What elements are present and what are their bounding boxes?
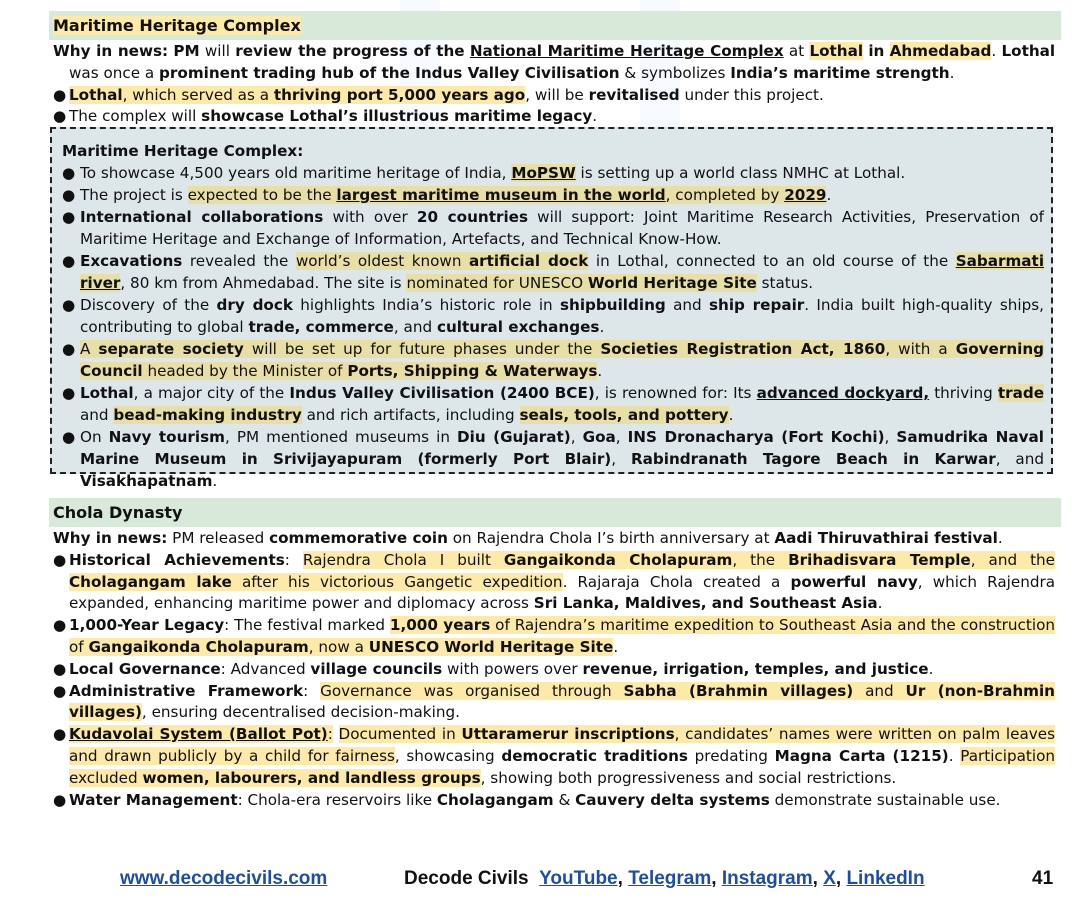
why-in-news: Why in news: PM will review the progress of the National Maritime Heritage Complex at Lothal in Ahmedabad. Lothal was once a prominent trading hub of the Indus Valley Civilisation & symbolizes India’s maritime strength. — [53, 42, 1056, 82]
list-item: ● Discovery of the dry dock highlights India’s historic role in shipbuilding and ship repair. India built high-quality ships, contributing to global trade, commerce, and cultural exchanges. — [62, 296, 1044, 336]
list-item: ● Administrative Framework: Governance was organised through Sabha (Brahmin villages) and Ur (non-Brahmin villages), ensuring decentralised decision-making. — [53, 681, 1055, 722]
list-item: ● Lothal, which served as a thriving port 5,000 years ago, will be revitalised under this project. — [53, 85, 824, 104]
chola-content — [53, 528, 1055, 811]
list-item: ● 1,000-Year Legacy: The festival marked 1,000 years of Rajendra’s maritime expedition to Southeast Asia and the construction of Gangaikonda Cholapuram, now a UNESCO World Heritage Site. — [53, 616, 1055, 656]
section-header-chola — [49, 498, 1061, 527]
website-link[interactable]: www.decodecivils.com — [120, 868, 328, 889]
maritime-heritage-box — [50, 127, 1053, 490]
box-title: Maritime Heritage Complex: — [62, 142, 304, 160]
linkedin-link[interactable]: LinkedIn — [846, 868, 925, 889]
page-number: 41 — [1032, 868, 1054, 889]
instagram-link[interactable]: Instagram — [721, 868, 813, 889]
telegram-link[interactable]: Telegram — [628, 868, 712, 889]
list-item: ● Water Management: Chola-era reservoirs like Cholagangam & Cauvery delta systems demonstrate sustainable use. — [53, 790, 1001, 809]
list-item: ● Lothal, a major city of the Indus Valley Civilisation (2400 BCE), is renowned for: Its advanced dockyard, thriving trade and bead-making industry and rich artifacts, including seals, tools, and pottery. — [62, 384, 1045, 424]
list-item: ● To showcase 4,500 years old maritime heritage of India, MoPSW is setting up a world class NMHC at Lothal. — [62, 164, 906, 182]
list-item: ● Local Governance: Advanced village councils with powers over revenue, irrigation, temples, and justice. — [53, 659, 934, 678]
list-item: ● Historical Achievements: Rajendra Chola I built Gangaikonda Cholapuram, the Brihadisvara Temple, and the Cholagangam lake after his victorious Gangetic expedition. Rajaraja Chola created a powerful navy, which Rajendra expanded, enhancing maritime power and diplomacy across Sri Lanka, Maldives, and Southeast Asia. — [53, 550, 1056, 613]
maritime-intro — [53, 41, 1055, 128]
list-item: ● Excavations revealed the world’s oldest known artificial dock in Lothal, connected to an old course of the Sabarmati river, 80 km from Ahmedabad. The site is nominated for UNESCO World Heritage Site status. — [62, 252, 1045, 292]
list-item: ● International collaborations with over 20 countries will support: Joint Maritime Research Activities, Preservation of Maritime Heritage and Exchange of Information, Artefacts, and Technical Know-How. — [62, 208, 1045, 248]
list-item: ● On Navy tourism, PM mentioned museums in Diu (Gujarat), Goa, INS Dronacharya (Fort Kochi), Samudrika Naval Marine Museum in Srivijayapuram (formerly Port Blair), Rabindranath Tagore Beach in Karwar, and Visakhapatnam. — [62, 428, 1044, 490]
list-item: ● Kudavolai System (Ballot Pot): Documented in Uttaramerur inscriptions, candidates’ names were written on palm leaves and drawn publicly by a child for fairness, showcasing democratic traditions predating Magna Carta (1215). Participation excluded women, labourers, and landless groups, showing both progressiveness and social restrictions. — [53, 725, 1056, 787]
youtube-link[interactable]: YouTube — [539, 868, 618, 889]
footer-links: Decode Civils YouTube, Telegram, Instagram, X, LinkedIn — [404, 868, 925, 889]
list-item: ● A separate society will be set up for future phases under the Societies Registration Act, 1860, with a Governing Council headed by the Minister of Ports, Shipping & Waterways. — [62, 340, 1045, 380]
list-item: ● The project is expected to be the largest maritime museum in the world, completed by 2029. — [62, 186, 832, 204]
why-in-news: Why in news: PM released commemorative coin on Rajendra Chola I’s birth anniversary at Aadi Thiruvathirai festival. — [53, 529, 1003, 547]
section-title: Maritime Heritage Complex — [53, 16, 301, 35]
brand-name: Decode Civils — [404, 868, 529, 889]
section-title: Chola Dynasty — [53, 503, 183, 522]
list-item: ● The complex will showcase Lothal’s illustrious maritime legacy. — [53, 107, 598, 126]
x-link[interactable]: X — [823, 868, 836, 889]
section-header-maritime — [49, 11, 1061, 40]
